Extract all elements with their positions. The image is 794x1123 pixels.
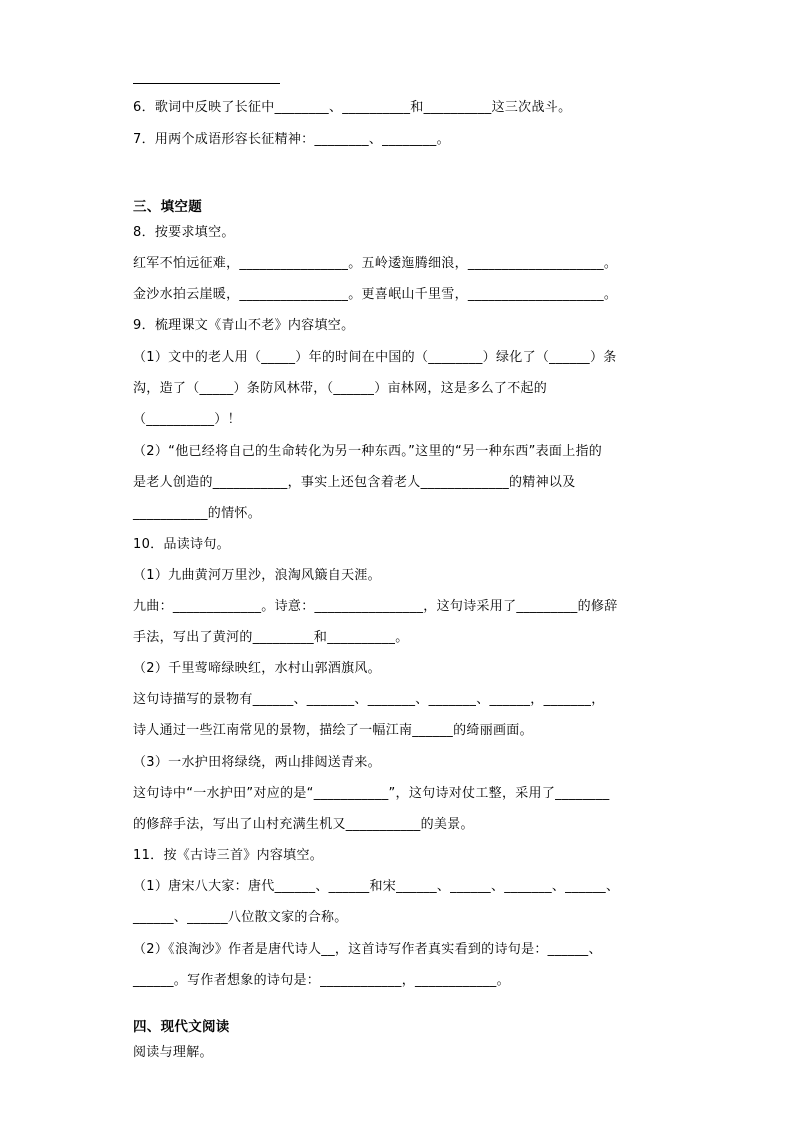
reading-instruction: 阅读与理解。 <box>133 1045 213 1060</box>
question-9: 9．梳理课文《青山不老》内容填空。 <box>133 318 355 333</box>
question-10-part-2-line-1: 这句诗描写的景物有______、_______、_______、_______、______，_______， <box>133 692 605 707</box>
question-11-part-1-line-2: ______、______八位散文家的合称。 <box>133 910 348 925</box>
question-9-part-1-line-2: 沟，造了（_____）条防风林带，（______）亩林网，这是多么了不起的 <box>133 381 548 396</box>
question-10-part-1-line-1: 九曲：_____________。诗意：________________，这句诗采用了_________的修辞 <box>133 599 618 614</box>
question-9-part-1-line-3: （__________）！ <box>133 412 241 427</box>
question-10-part-1-poem: （1）九曲黄河万里沙，浪淘风簸自天涯。 <box>133 568 381 583</box>
question-10-part-2-poem: （2）千里莺啼绿映红，水村山郭酒旗风。 <box>133 661 381 676</box>
question-10-part-3-line-2: 的修辞手法，写出了山村充满生机又___________的美景。 <box>133 817 474 832</box>
question-11-part-2-line-1: （2）《浪淘沙》作者是唐代诗人__，这首诗写作者真实看到的诗句是：______、 <box>133 942 602 957</box>
section-heading-modern-reading: 四、现代文阅读 <box>133 1019 230 1035</box>
question-8-line-2: 金沙水拍云崖暖，________________。更喜岷山千里雪，____________________。 <box>133 287 618 302</box>
question-10-part-1-line-2: 手法，写出了黄河的_________和__________。 <box>133 630 409 645</box>
question-11-part-1-line-1: （1）唐宋八大家：唐代______、______和宋______、______、_______、______、 <box>133 879 620 894</box>
question-9-part-1-line-1: （1）文中的老人用（_____）年的时间在中国的（________）绿化了（______）条 <box>133 350 617 365</box>
section-heading-fill-blank: 三、填空题 <box>133 199 202 215</box>
question-8-line-1: 红军不怕远征难，________________。五岭逶迤腾细浪，____________________。 <box>133 256 618 271</box>
blank-line-top <box>133 83 280 84</box>
question-11: 11．按《古诗三首》内容填空。 <box>133 848 324 863</box>
question-6: 6．歌词中反映了长征中________、__________和__________这三次战斗。 <box>133 100 572 115</box>
question-10-part-3-line-1: 这句诗中“一水护田”对应的是“___________”，这句诗对仗工整，采用了________ <box>133 786 610 801</box>
question-9-part-2-line-1: （2）“他已经将自己的生命转化为另一种东西。”这里的“另一种东西”表面上指的 <box>133 444 603 459</box>
question-8: 8．按要求填空。 <box>133 225 235 240</box>
question-7: 7．用两个成语形容长征精神：________、________。 <box>133 132 450 147</box>
question-10-part-3-poem: （3）一水护田将绿绕，两山排闼送青来。 <box>133 755 381 770</box>
question-11-part-2-line-2: ______。写作者想象的诗句是：____________，____________。 <box>133 973 510 988</box>
question-10: 10．品读诗句。 <box>133 537 230 552</box>
question-9-part-2-line-3: ___________的情怀。 <box>133 506 261 521</box>
question-10-part-2-line-2: 诗人通过一些江南常见的景物，描绘了一幅江南______的绮丽画面。 <box>133 723 533 738</box>
question-9-part-2-line-2: 是老人创造的___________，事实上还包含着老人_____________的精神以及 <box>133 475 576 490</box>
